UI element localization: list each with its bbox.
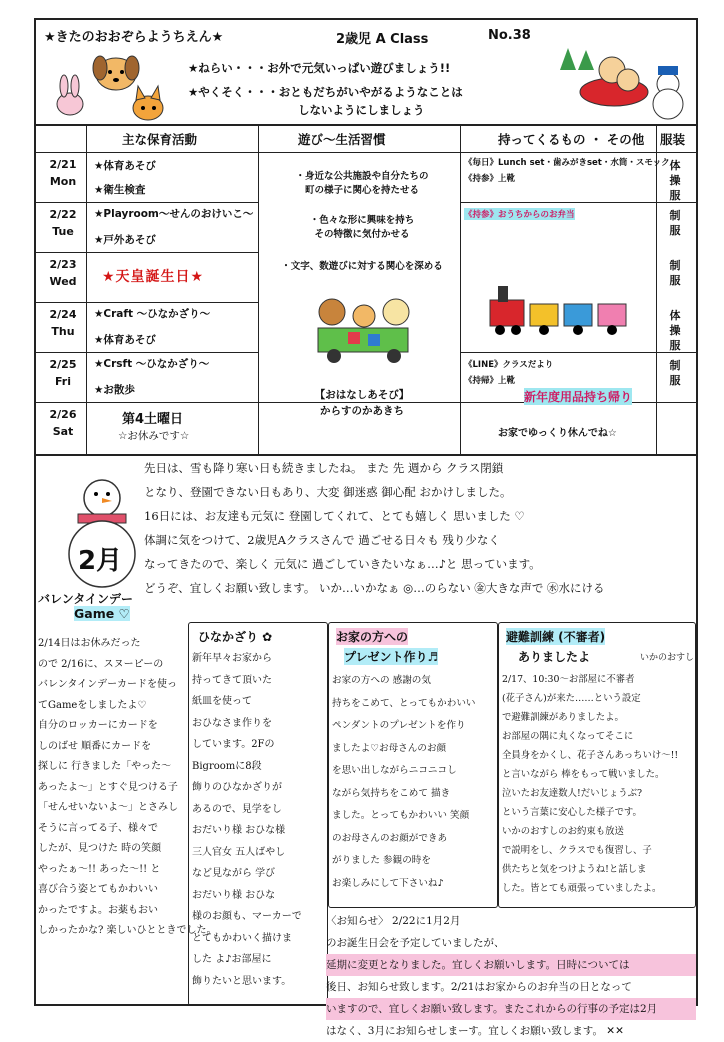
story-name: からすのかあきち [320,405,404,417]
story-line: ながら気持ちをこめて 描き [332,787,451,799]
story-line: した。皆とても頑張っていましたよ。 [502,883,662,894]
story-line: おひなさま作りを [192,717,272,729]
header [36,20,696,126]
story-line: で避難訓練がありましたよ。 [502,712,624,723]
hina-story [192,648,324,992]
promise-line-2: しないようにしましょう [298,103,425,117]
bring-text: お家でゆっくり休んでね☆ [498,428,617,439]
date-cell: 2/24 Thu [49,308,77,338]
story-line: 飾りのひなかざりが [192,782,282,793]
gift-title: お家の方への [336,630,409,644]
col-header-bring: 持ってくるもの ・ その他 [498,132,645,147]
table-divider [258,124,259,454]
story-line: 全員身をかくし、花子さんあっちいけ～!! [502,750,679,761]
uniform-cell: 体操服 [669,309,681,352]
story-line: あるので、見学をし [192,803,282,815]
activity-text: ★Playroom～せんのおけいこ～ [94,208,254,220]
play-text: ・身近な公共施設や自分たちの [295,171,429,182]
story-line: おだいり様 おひな様 [192,825,286,836]
notice-line: 延期に変更となりました。宜しくお願いします。日時については [326,954,696,976]
story-line: 供たちと気をつけようね!と話しま [502,864,647,875]
row-divider [36,252,258,253]
col-header-uniform: 服装 [660,132,686,147]
activity-text: ★お散歩 [94,384,135,396]
story-line: を思い出しながらニコニコし [332,765,457,776]
story-line: 2/17、10:30～お部屋に不審者 [502,674,635,685]
story-line: 喜び合う姿とてもかわいい [38,884,158,895]
intro-letter [144,456,692,600]
bring-text-highlighted: 《持参》おうちからのお弁当 [464,210,575,220]
notice-line: 〈お知らせ〉 2/22に1月2月 [326,915,461,927]
valentine-title: バレンタインデー [38,592,133,606]
promise-line-1: ★やくそく・・・おともだちがいやがるようなことは [188,85,463,99]
train-illustration-icon [486,274,646,346]
row-divider [460,202,696,203]
sledding-snowman-illustration-icon [554,40,694,124]
notice-line: のお誕生日会を予定していましたが、 [326,937,505,949]
row-divider [36,352,258,353]
bring-text: 《持帰》上靴 [464,376,516,386]
row-divider [36,302,258,303]
story-line: かったですよ。お薬もおい [38,904,158,916]
letter-line: なってきたので、楽しく 元気に 過ごしていきたいなぁ…♪と 思っています。 [144,557,541,571]
story-line: しています。2Fの [192,739,275,750]
activity-text: 第4土曜日 [122,412,184,427]
letter-line: となり、登園できない日もあり、大変 御迷惑 御心配 おかけしました。 [144,485,512,499]
activity-text: ★体育あそび [94,160,156,172]
table-divider [460,124,461,454]
date-cell: 2/21 Mon [49,158,77,188]
aim-text: ★ねらい・・・お外で元気いっぱい遊びましょう!! [188,61,451,75]
play-text: ・色々な形に興味を持ち [309,215,415,226]
story-line: いかのおすしのお約束も放送 [502,826,624,837]
story-line: ました。とってもかわいい 笑顔 [332,810,470,821]
story-line: 持ちをこめて、とってもかわいい [332,697,476,709]
activity-text: ★戸外あそび [94,234,156,246]
story-line: ので 2/16に、スヌーピーの [38,658,164,670]
play-text: ・文字、数遊びに対する関心を深める [281,261,443,272]
col-header-play: 遊び～生活習慣 [298,132,386,147]
story-line: 様のお顔も、マーカーで [192,911,302,922]
animals-cart-illustration-icon [308,292,418,368]
drill-note: いかのおすし [640,653,695,663]
story-title: 【おはなしあそび】 [314,389,410,401]
story-line: Bigroomに8段 [192,760,262,772]
drill-title-2: ありましたよ [518,650,591,664]
table-divider [656,124,657,454]
play-text: 町の様子に関心を持たせる [304,185,419,196]
notice-line: いますので、宜しくお願い致します。またこれからの行事の予定は2月 [326,998,696,1020]
story-line: で説明をし、クラスでも復習し、子 [502,845,652,856]
story-line: した よ♪お部屋に [192,954,272,965]
row-divider [36,152,696,153]
uniform-cell: 制服 [669,359,681,387]
story-line: お家の方への 感謝の気 [332,675,431,686]
col-header-activity: 主な保育活動 [122,132,198,147]
table-divider [86,124,87,454]
story-line: あったよ～」とすぐ見つける子 [38,781,178,793]
letter-line: どうぞ、宜しくお願い致します。 いか…いかなぁ ◎…のらない ㊎大きな声で ㊌水にける [144,581,605,595]
uniform-cell: 制服 [669,209,681,237]
bring-text-highlighted: 新年度用品持ち帰り [524,390,633,404]
notice-section [326,910,696,1042]
date-cell: 2/26 Sat [49,408,77,438]
story-line: おだいり様 おひな [192,889,276,901]
gift-story [332,670,494,895]
letter-line: 16日には、お友達も元気に 登園してくれて、とても嬉しく 思いました ♡ [144,509,525,523]
story-line: やったぁ～!! あった～!! と [38,863,161,875]
school-name: ★きたのおおぞらようちえん★ [44,30,224,45]
story-line: など見ながら 学び [192,868,276,879]
story-line: しかったかな? 楽しいひとときでした。 [38,925,217,936]
activity-text: ★Crsft ～ひなかざり～ [94,358,210,370]
story-line: 三人官女 五人ばやし [192,846,286,858]
story-line: 紙皿を使って [192,696,252,707]
hina-title: ひなかざり ✿ [198,630,273,644]
story-line: (花子さん)が来た……という設定 [502,693,641,704]
story-line: したが、見つけた 時の笑顔 [38,843,162,854]
date-cell: 2/25 Fri [49,358,77,388]
story-line: お部屋の隅に丸くなってそこに [502,731,634,742]
holiday-text: ★天皇誕生日★ [102,269,205,285]
story-line: とてもかわいく描けま [192,932,292,944]
story-line: がりました 参観の時を [332,855,431,866]
story-line: 飾りたいと思います。 [192,975,292,987]
row-divider [460,352,696,353]
activity-text: ★衛生検査 [94,184,146,196]
story-line: と言いながら 棒をもって戦いました。 [502,769,665,780]
story-line: ましたよ♡お母さんのお顔 [332,742,447,754]
date-cell: 2/22 Tue [49,208,77,238]
story-line: 「せんせいないよ～」とさみし [38,802,178,813]
letter-line: 先日は、雪も降り寒い日も続きましたね。 また 先 週から クラス閉鎖 [144,461,504,475]
story-line: のお母さんのお顔ができあ [332,832,448,844]
story-line: 泣いたお友達数人!だいじょうぶ? [502,788,643,799]
uniform-cell: 体操服 [669,159,681,202]
activity-text: ★体育あそび [94,334,156,346]
drill-story [502,670,692,898]
notice-line: 後日、お知らせ致します。2/21はお家からのお弁当の日となって [326,981,632,993]
bring-text: 《毎日》Lunch set・歯みがきset・水筒・スモック [464,158,670,168]
activity-text: ☆お休みです☆ [118,430,190,442]
valentine-subtitle: Game ♡ [74,606,130,621]
month-label: 2月 [78,546,123,576]
valentine-story [38,634,217,942]
bring-text: 《持参》上靴 [464,174,516,184]
gift-title-2: プレゼント作り♬ [344,650,439,664]
class-name: 2歳児 A Class [336,32,429,47]
story-line: しのばせ 順番にカードを [38,740,152,752]
story-line: てGameをしましたよ♡ [38,699,147,711]
notice-line: はなく、3月にお知らせしまーす。宜しくお願い致します。 ✕✕ [326,1025,624,1037]
newsletter-frame [34,18,698,1037]
story-line: 新年早々お家から [192,653,272,664]
activity-text: ★Craft ～ひなかざり～ [94,308,211,320]
issue-number: No.38 [488,28,531,43]
story-line: ペンダントのプレゼントを作り [332,720,466,731]
story-line: 自分のロッカーにカードを [38,720,158,731]
uniform-cell: 制服 [669,259,681,287]
story-line: お楽しみにして下さいね♪ [332,877,444,889]
animals-illustration-icon [44,42,174,122]
date-cell: 2/23 Wed [49,258,77,288]
play-text: その特徴に気付かせる [314,229,410,240]
story-line: 2/14日はお休みだった [38,638,141,649]
story-line: 持ってきて頂いた [192,674,272,686]
story-line: そうに言ってる子、様々で [38,822,158,834]
story-line: 探しに 行きました「やった～ [38,761,172,772]
letter-line: 体調に気をつけて、2歳児Aクラスさんで 過ごせる日々も 残り少なく [144,533,500,547]
row-divider [36,202,258,203]
drill-title: 避難訓練 (不審者) [506,630,606,644]
schedule-table [36,124,696,456]
story-line: バレンタインデーカードを使っ [38,679,177,690]
bring-text: 《LINE》クラスだより [464,360,554,370]
story-line: という言葉に安心した様子です。 [502,807,642,818]
letter-section [36,456,696,1037]
